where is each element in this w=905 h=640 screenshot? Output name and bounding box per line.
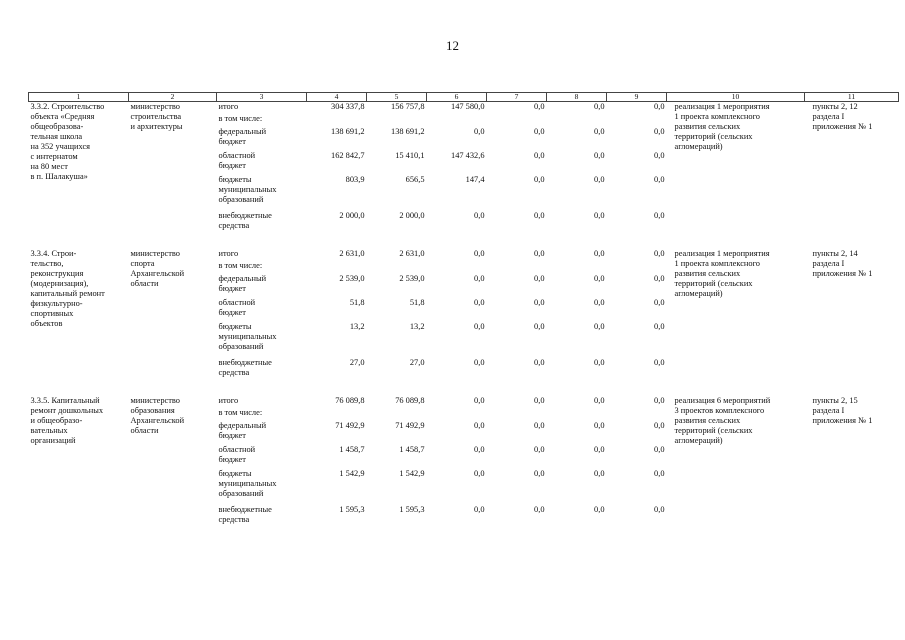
amount-cell: 1 595,3 (399, 504, 425, 514)
amount-cell: 2 539,0 (339, 273, 365, 283)
column-number: 11 (805, 93, 899, 102)
amount-cell (307, 261, 367, 274)
amount-cell: 0,0 (534, 210, 545, 220)
funding-source-label: итого (218, 395, 239, 405)
amount-cell: 0,0 (474, 444, 485, 454)
funding-source-label: областной бюджет (218, 444, 256, 464)
amount-cell: 71 492,9 (335, 420, 365, 430)
amount-cell: 13,2 (349, 321, 365, 331)
amount-cell: 0,0 (534, 357, 545, 367)
amount-cell: 2 000,0 (339, 210, 365, 220)
amount-cell: 0,0 (534, 126, 545, 136)
amount-cell (547, 114, 607, 127)
amount-cell: 76 089,8 (335, 395, 365, 405)
column-number: 5 (367, 93, 427, 102)
responsible-executor: министерство строительства и архитектуры (130, 102, 183, 131)
funding-source-label: федеральный бюджет (218, 126, 267, 146)
funding-source-label: бюджеты муниципальных образований (218, 321, 277, 351)
amount-cell: 0,0 (594, 248, 605, 258)
amount-cell: 0,0 (594, 126, 605, 136)
section-spacer (29, 382, 899, 396)
amount-cell: 0,0 (534, 468, 545, 478)
amount-cell (487, 261, 547, 274)
amount-cell (367, 114, 427, 127)
funding-source-label: бюджеты муниципальных образований (218, 174, 277, 204)
amount-cell: 0,0 (594, 395, 605, 405)
amount-cell: 2 631,0 (339, 248, 365, 258)
amount-cell: 0,0 (654, 273, 665, 283)
amount-cell: 0,0 (474, 126, 485, 136)
column-number: 1 (29, 93, 129, 102)
expected-result: реализация 1 мероприятия 1 проекта комплексного развития сельских территорий (сельских агломераций) (674, 248, 770, 298)
amount-cell: 803,9 (345, 174, 365, 184)
amount-cell (487, 114, 547, 127)
amount-cell (607, 114, 667, 127)
amount-cell: 76 089,8 (395, 395, 425, 405)
amount-cell (427, 408, 487, 421)
amount-cell: 0,0 (594, 504, 605, 514)
amount-cell: 0,0 (474, 210, 485, 220)
amount-cell: 0,0 (594, 210, 605, 220)
funding-source-label: внебюджетные средства (218, 357, 272, 377)
amount-cell: 0,0 (654, 174, 665, 184)
amount-cell: 0,0 (654, 468, 665, 478)
amount-cell: 0,0 (534, 395, 545, 405)
amount-cell: 162 842,7 (331, 150, 365, 160)
amount-cell: 138 691,2 (331, 126, 365, 136)
amount-cell (487, 408, 547, 421)
column-number: 6 (427, 93, 487, 102)
table-row (29, 102, 899, 114)
program-table (28, 92, 899, 529)
funding-source-label: в том числе: (218, 407, 263, 417)
amount-cell (367, 261, 427, 274)
amount-cell: 0,0 (534, 297, 545, 307)
amount-cell: 51,8 (409, 297, 425, 307)
expected-result: реализация 1 мероприятия 1 проекта комплексного развития сельских территорий (сельских агломераций) (674, 102, 770, 151)
amount-cell: 0,0 (474, 297, 485, 307)
column-number: 10 (667, 93, 805, 102)
amount-cell: 13,2 (409, 321, 425, 331)
amount-cell: 147 432,6 (451, 150, 485, 160)
funding-source-label: итого (218, 248, 239, 258)
amount-cell (427, 261, 487, 274)
funding-source-label: областной бюджет (218, 150, 256, 170)
amount-cell: 0,0 (594, 420, 605, 430)
amount-cell: 1 458,7 (399, 444, 425, 454)
amount-cell: 0,0 (594, 321, 605, 331)
funding-source-label: областной бюджет (218, 297, 256, 317)
amount-cell: 0,0 (594, 444, 605, 454)
expected-result: реализация 6 мероприятий 3 проектов комплексного развития сельских территорий (сельских агломераций) (674, 395, 771, 445)
column-number: 9 (607, 93, 667, 102)
measure-name: 3.3.2. Строительство объекта «Средняя общеобразова- тельная школа на 352 учащихся с интернатом на 80 мест в п. Шалакуша» (30, 102, 105, 181)
amount-cell: 0,0 (534, 174, 545, 184)
amount-cell: 304 337,8 (331, 102, 365, 111)
amount-cell: 0,0 (534, 444, 545, 454)
amount-cell: 0,0 (534, 273, 545, 283)
amount-cell: 0,0 (534, 102, 545, 111)
amount-cell: 0,0 (654, 210, 665, 220)
amount-cell: 0,0 (474, 357, 485, 367)
amount-cell (607, 261, 667, 274)
amount-cell: 0,0 (534, 321, 545, 331)
section-spacer (29, 235, 899, 249)
amount-cell (427, 114, 487, 127)
column-number: 3 (217, 93, 307, 102)
amount-cell (547, 408, 607, 421)
amount-cell: 0,0 (654, 150, 665, 160)
amount-cell: 656,5 (405, 174, 425, 184)
funding-source-label: бюджеты муниципальных образований (218, 468, 277, 498)
amount-cell: 0,0 (594, 150, 605, 160)
amount-cell: 0,0 (654, 395, 665, 405)
responsible-executor: министерство образования Архангельской области (130, 395, 185, 435)
legal-basis: пункты 2, 12 раздела I приложения № 1 (812, 102, 873, 131)
amount-cell: 0,0 (594, 468, 605, 478)
amount-cell: 0,0 (534, 420, 545, 430)
amount-cell: 0,0 (534, 150, 545, 160)
amount-cell: 2 539,0 (399, 273, 425, 283)
amount-cell: 0,0 (654, 321, 665, 331)
amount-cell: 0,0 (654, 444, 665, 454)
amount-cell: 0,0 (534, 504, 545, 514)
funding-source-label: в том числе: (218, 260, 263, 270)
measure-name: 3.3.4. Строи- тельство, реконструкция (модернизация), капитальный ремонт физкультурно- спортивных объектов (30, 248, 105, 328)
amount-cell: 27,0 (409, 357, 425, 367)
amount-cell: 1 542,9 (399, 468, 425, 478)
amount-cell: 0,0 (594, 273, 605, 283)
funding-source-label: внебюджетные средства (218, 504, 272, 524)
legal-basis: пункты 2, 15 раздела I приложения № 1 (812, 395, 873, 425)
funding-source-label: в том числе: (218, 113, 263, 123)
amount-cell: 0,0 (594, 297, 605, 307)
amount-cell: 0,0 (474, 468, 485, 478)
amount-cell: 0,0 (654, 504, 665, 514)
table-row (29, 249, 899, 261)
amount-cell: 0,0 (474, 273, 485, 283)
amount-cell: 0,0 (474, 420, 485, 430)
amount-cell (307, 114, 367, 127)
amount-cell: 147,4 (465, 174, 485, 184)
amount-cell: 15 410,1 (395, 150, 425, 160)
amount-cell: 0,0 (474, 395, 485, 405)
amount-cell: 0,0 (654, 357, 665, 367)
amount-cell: 27,0 (349, 357, 365, 367)
amount-cell: 138 691,2 (391, 126, 425, 136)
column-number-row (29, 93, 899, 102)
amount-cell: 0,0 (534, 248, 545, 258)
amount-cell: 147 580,0 (451, 102, 485, 111)
amount-cell: 51,8 (349, 297, 365, 307)
amount-cell: 156 757,8 (391, 102, 425, 111)
measure-name: 3.3.5. Капитальный ремонт дошкольных и общеобразо- вательных организаций (30, 395, 104, 445)
funding-source-label: внебюджетные средства (218, 210, 272, 230)
amount-cell: 0,0 (654, 297, 665, 307)
funding-source-label: федеральный бюджет (218, 420, 267, 440)
amount-cell: 0,0 (474, 504, 485, 514)
funding-source-label: федеральный бюджет (218, 273, 267, 293)
page-number: 12 (446, 38, 459, 53)
amount-cell: 1 542,9 (339, 468, 365, 478)
amount-cell: 2 000,0 (399, 210, 425, 220)
amount-cell: 71 492,9 (395, 420, 425, 430)
table-row (29, 396, 899, 408)
amount-cell: 0,0 (654, 102, 665, 111)
column-number: 2 (129, 93, 217, 102)
amount-cell (367, 408, 427, 421)
responsible-executor: министерство спорта Архангельской области (130, 248, 185, 288)
amount-cell: 0,0 (594, 174, 605, 184)
amount-cell: 1 595,3 (339, 504, 365, 514)
amount-cell (307, 408, 367, 421)
amount-cell (607, 408, 667, 421)
legal-basis: пункты 2, 14 раздела I приложения № 1 (812, 248, 873, 278)
amount-cell: 0,0 (654, 248, 665, 258)
amount-cell: 0,0 (654, 126, 665, 136)
amount-cell: 0,0 (474, 321, 485, 331)
amount-cell: 2 631,0 (399, 248, 425, 258)
amount-cell: 0,0 (654, 420, 665, 430)
column-number: 8 (547, 93, 607, 102)
amount-cell: 0,0 (474, 248, 485, 258)
column-number: 7 (487, 93, 547, 102)
amount-cell (547, 261, 607, 274)
amount-cell: 0,0 (594, 357, 605, 367)
column-number: 4 (307, 93, 367, 102)
amount-cell: 1 458,7 (339, 444, 365, 454)
funding-source-label: итого (218, 102, 239, 111)
amount-cell: 0,0 (594, 102, 605, 111)
